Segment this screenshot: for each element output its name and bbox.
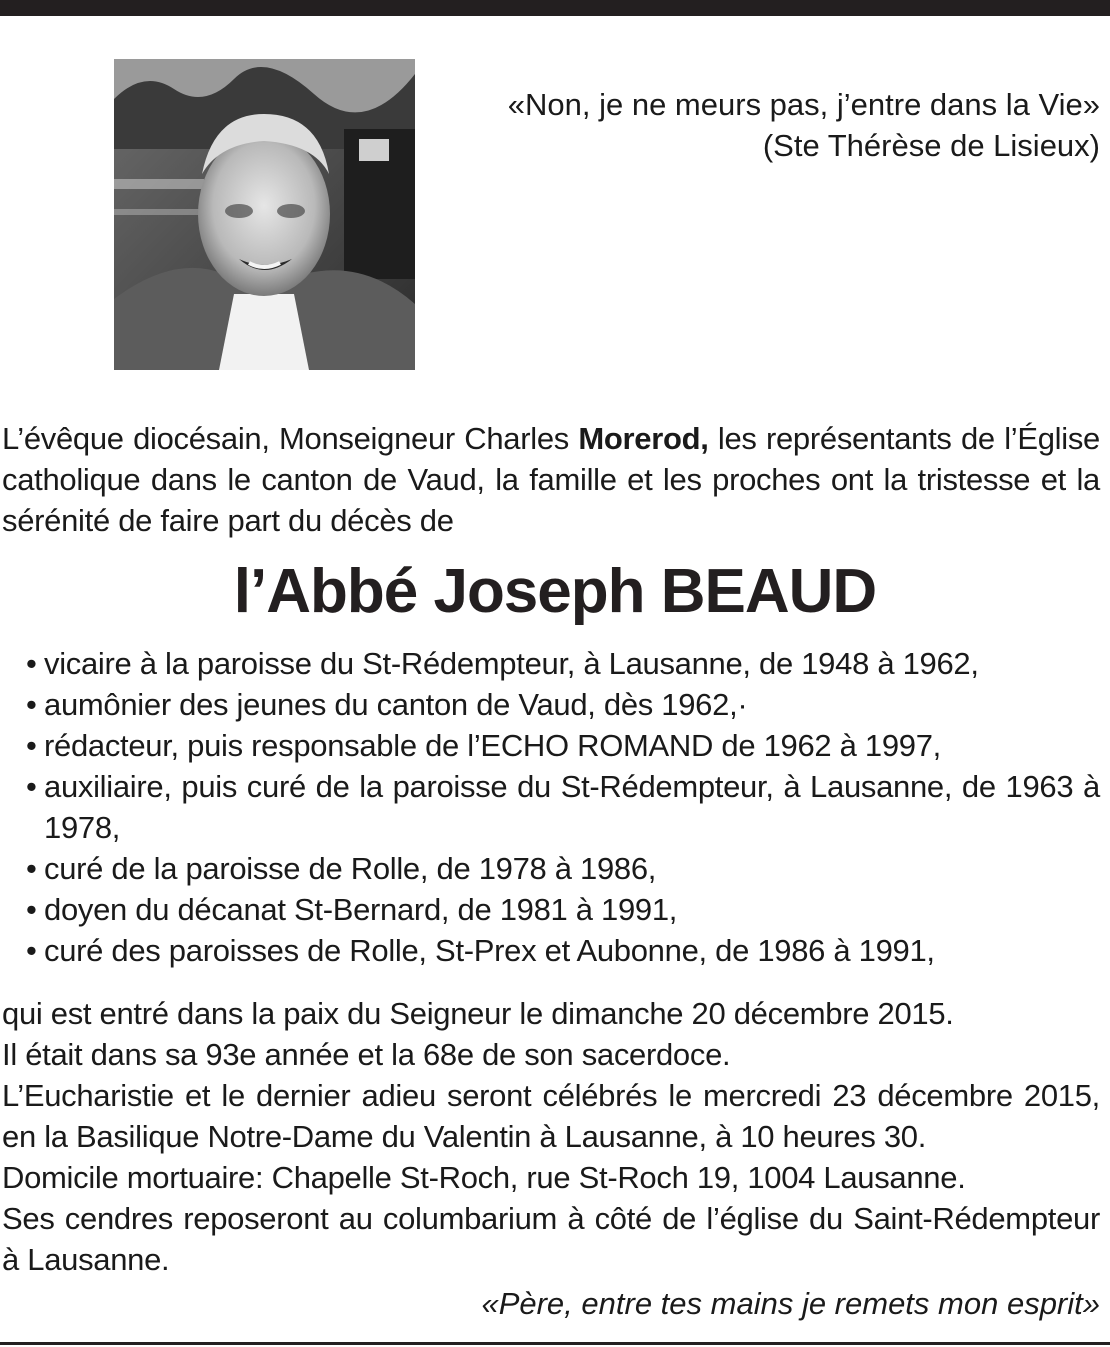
bullet-icon: • <box>26 646 37 681</box>
career-item-text: aumônier des jeunes du canton de Vaud, dès 1962,· <box>44 687 748 722</box>
date-of-death: qui est entré dans la paix du Seigneur le dimanche 20 décembre 2015. <box>2 996 954 1031</box>
opening-quote-text: «Non, je ne meurs pas, j’entre dans la Vie» <box>507 87 1100 122</box>
portrait-photo <box>114 59 415 370</box>
career-item-text: doyen du décanat St-Bernard, de 1981 à 1991, <box>44 892 678 927</box>
announcement-intro <box>2 418 1100 541</box>
intro-text-end: les représentants de l’Église catholique dans le canton de Vaud, la famille et les proches ont la tristesse et la sérénité de faire part du décès de <box>2 421 1100 538</box>
career-item-text: curé des paroisses de Rolle, St-Prex et Aubonne, de 1986 à 1991, <box>44 933 935 968</box>
career-item <box>0 684 1100 725</box>
bullet-icon: • <box>26 728 37 763</box>
bullet-icon: • <box>26 851 37 886</box>
closing-paragraph <box>2 993 1100 1280</box>
opening-quote <box>480 84 1100 166</box>
bullet-icon: • <box>26 687 37 722</box>
career-item <box>0 643 1100 684</box>
closing-quote: «Père, entre tes mains je remets mon esprit» <box>481 1286 1100 1321</box>
ashes-info: Ses cendres reposeront au columbarium à côté de l’église du Saint-Rédempteur à Lausanne. <box>2 1201 1100 1277</box>
career-list <box>0 643 1100 971</box>
intro-text-start: L’évêque diocésain, Monseigneur Charles <box>2 421 579 456</box>
career-item-text: rédacteur, puis responsable de l’ECHO ROMAND de 1962 à 1997, <box>44 728 942 763</box>
bullet-icon: • <box>26 892 37 927</box>
top-rule <box>0 0 1110 16</box>
domicile-info: Domicile mortuaire: Chapelle St-Roch, rue St-Roch 19, 1004 Lausanne. <box>2 1160 966 1195</box>
career-item-text: vicaire à la paroisse du St-Rédempteur, à Lausanne, de 1948 à 1962, <box>44 646 979 681</box>
career-item <box>0 889 1100 930</box>
bullet-icon: • <box>26 769 37 804</box>
ceremony-info: L’Eucharistie et le dernier adieu seront célébrés le mercredi 23 décembre 2015, en la Basilique Notre-Dame du Valentin à Lausanne, à 10 heures 30. <box>2 1078 1100 1154</box>
career-item-text: curé de la paroisse de Rolle, de 1978 à 1986, <box>44 851 657 886</box>
career-item <box>0 725 1100 766</box>
bishop-surname: Morerod, <box>578 421 709 456</box>
deceased-name: l’Abbé Joseph BEAUD <box>233 557 877 626</box>
career-item <box>0 930 1100 971</box>
bottom-rule <box>0 1342 1110 1345</box>
career-item <box>0 766 1100 848</box>
opening-quote-attribution: (Ste Thérèse de Lisieux) <box>762 128 1100 163</box>
bullet-icon: • <box>26 933 37 968</box>
career-item-text: auxiliaire, puis curé de la paroisse du St-Rédempteur, à Lausanne, de 1963 à 1978, <box>44 769 1100 845</box>
career-item <box>0 848 1100 889</box>
age-info: Il était dans sa 93e année et la 68e de son sacerdoce. <box>2 1037 731 1072</box>
